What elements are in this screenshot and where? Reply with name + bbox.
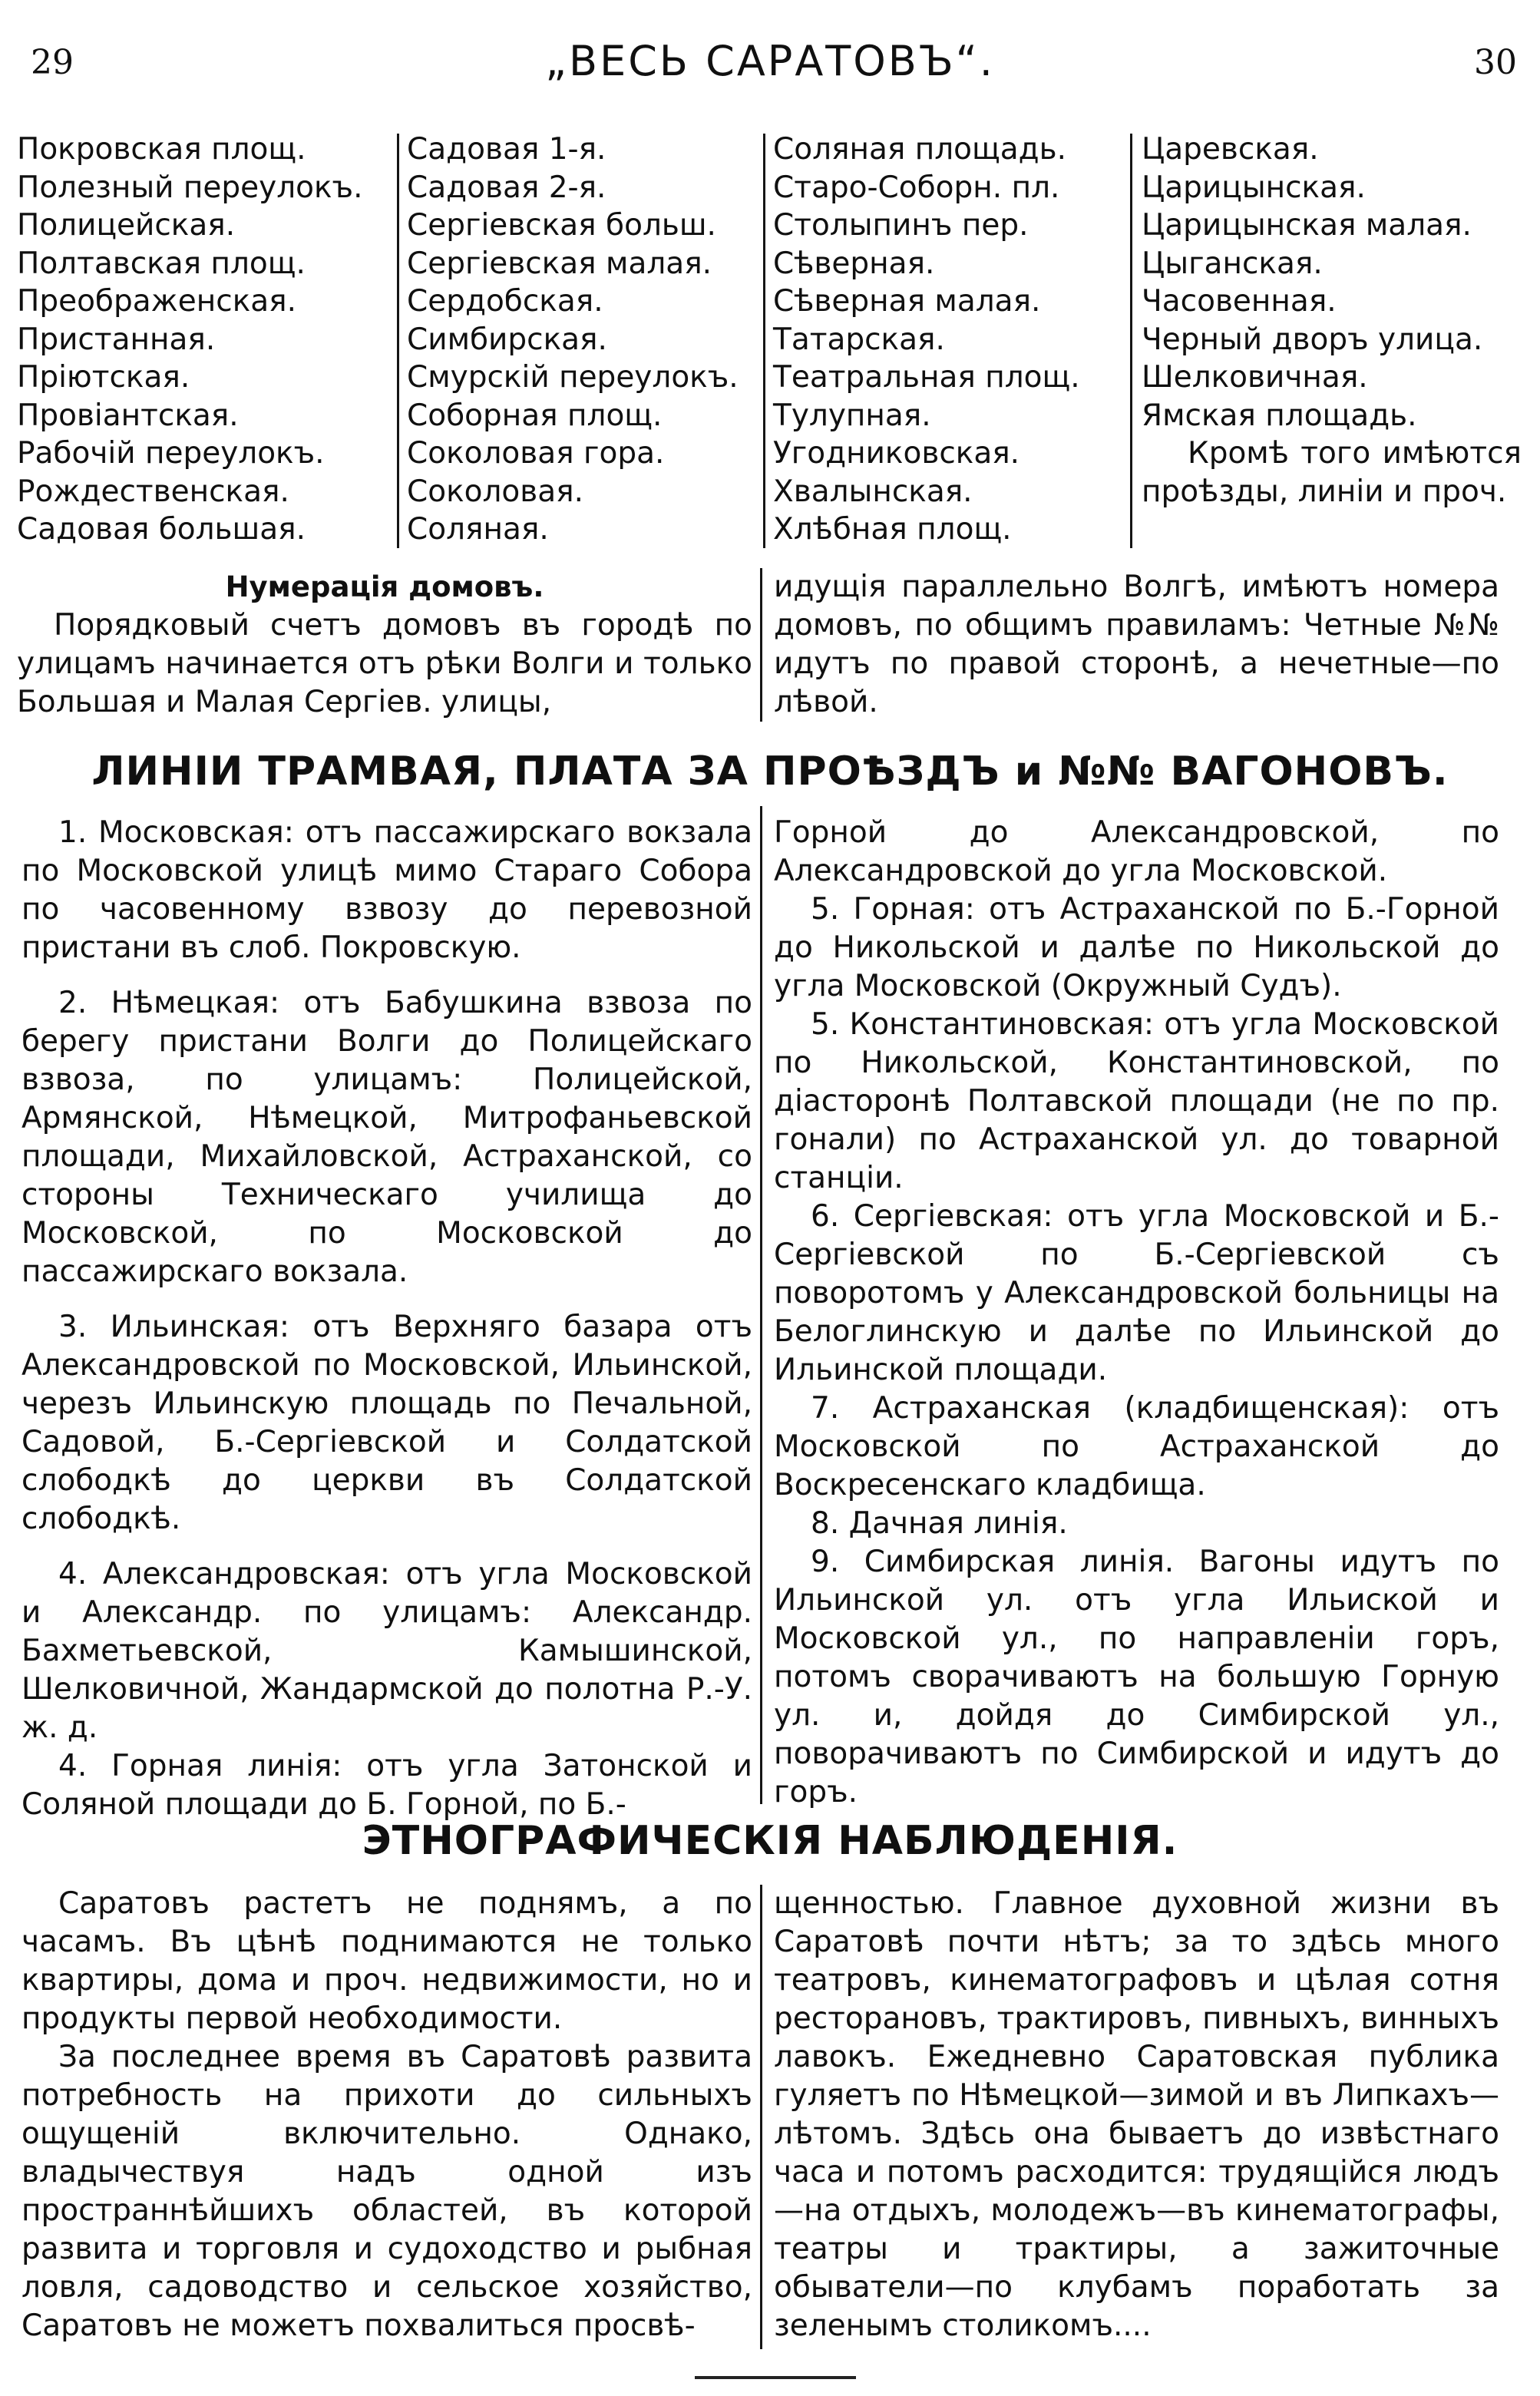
column-divider [397, 134, 399, 548]
page-number-left: 29 [31, 43, 74, 82]
street-item: Соколовая. [407, 474, 584, 509]
street-item: Соколовая гора. [407, 436, 665, 471]
tram-line-paragraph: 4. Горная линія: отъ угла Затонской и Соляной площади до Б. Горной, по Б.- [21, 1749, 752, 1822]
numbering-right-text: идущія параллельно Волгѣ, имѣютъ номера домовъ, по общимъ правиламъ: Четные №№ идутъ по правой сторонѣ, а нечетные—по лѣвой. [774, 570, 1499, 719]
street-item: Черный дворъ улица. [1142, 322, 1483, 357]
tram-line-paragraph: 7. Астраханская (кладбищенская): отъ Московской по Астраханской до Воскресенскаго кладбища. [774, 1391, 1499, 1502]
ethno-left-column [21, 1885, 752, 2345]
tram-line-paragraph: 8. Дачная линія. [811, 1506, 1068, 1541]
bottom-rule [695, 2376, 856, 2379]
street-item: Сергіевская малая. [407, 246, 712, 281]
street-item: Сергіевская больш. [407, 208, 716, 243]
street-list-note: Кромѣ того имѣются проѣзды, линіи и проч. [1142, 436, 1522, 509]
street-item: Покровская площ. [17, 132, 306, 167]
street-column-4 [1142, 131, 1522, 553]
street-item: Соляная площадь. [773, 132, 1067, 167]
ethno-paragraph: щенностью. Главное духовной жизни въ Саратовѣ почти нѣтъ; за то здѣсь много театровъ, кинематографовъ и цѣлая сотня ресторановъ, трактировъ, пивныхъ, винныхъ лавокъ. Ежедневно Саратовская публика гуляетъ по Нѣмецкой—зимой и въ Липкахъ—лѣтомъ. Здѣсь она бываетъ до извѣстнаго часа и потомъ расходится: трудящійся людъ—на отдыхъ, молодежъ—въ кинематографы, театры и трактиры, а зажиточные обыватели—по клубамъ поработать за зеленымъ столикомъ.... [774, 1886, 1499, 2343]
street-item: Царицынская. [1142, 170, 1366, 205]
street-column-2 [407, 131, 768, 553]
street-item: Тулупная. [773, 398, 931, 433]
page-number-right: 30 [1474, 43, 1517, 82]
tram-line-paragraph: 9. Симбирская линія. Вагоны идутъ по Ильинской ул. отъ угла Ильиской и Московской ул., по направленіи горъ, потомъ сворачиваютъ на большую Горную ул. и, дойдя до Симбирской ул., поворачиваютъ по Симбирской и идутъ до горъ. [774, 1545, 1499, 1809]
street-item: Сердобская. [407, 284, 603, 319]
column-divider [760, 806, 762, 1804]
street-item: Симбирская. [407, 322, 607, 357]
tram-line-paragraph: 6. Сергіевская: отъ угла Московской и Б.-Сергіевской по Б.-Сергіевской съ поворотомъ у Александровской больницы на Белоглинскую и далѣе по Ильинской до Ильинской площади. [774, 1199, 1499, 1387]
street-item: Сѣверная. [773, 246, 935, 281]
column-divider [763, 134, 765, 548]
street-column-3 [773, 131, 1134, 553]
tram-line-paragraph: 5. Константиновская: отъ угла Московской по Никольской, Константиновской, по діасторонѣ Полтавской площади (не по пр. гонали) по Астраханской ул. до товарной станціи. [774, 1007, 1499, 1195]
street-item: Пріютская. [17, 360, 190, 395]
numbering-left [17, 568, 752, 722]
street-item: Преображенская. [17, 284, 297, 319]
street-item: Царицынская малая. [1142, 208, 1472, 243]
tram-left-column [21, 814, 752, 1824]
street-item: Ямская площадь. [1142, 398, 1417, 433]
ethno-right-column [774, 1885, 1499, 2345]
street-item: Рабочій переулокъ. [17, 436, 325, 471]
page-header [0, 37, 1540, 98]
street-item: Хлѣбная площ. [773, 512, 1012, 547]
column-divider [760, 568, 762, 722]
street-item: Соляная. [407, 512, 549, 547]
column-divider [760, 1885, 762, 2349]
street-item: Столыпинъ пер. [773, 208, 1029, 243]
tram-line-paragraph: 3. Ильинская: отъ Верхняго базара отъ Александровской по Московской, Ильинской, черезъ Ильинскую площадь по Печальной, Садовой, Б.-Сергіевской и Солдатской слободкѣ до церкви въ Солдатской слободкѣ. [21, 1310, 752, 1536]
tram-right-column [774, 814, 1499, 1812]
street-item: Рождественская. [17, 474, 289, 509]
tram-section-heading: ЛИНІИ ТРАМВАЯ, ПЛАТА ЗА ПРОѢЗДЪ и №№ ВАГОНОВЪ. [91, 749, 1449, 795]
street-list [17, 131, 1522, 553]
street-item: Татарская. [773, 322, 945, 357]
street-item: Старо-Соборн. пл. [773, 170, 1060, 205]
street-item: Смурскій переулокъ. [407, 360, 739, 395]
street-item: Полезный переулокъ. [17, 170, 363, 205]
street-item: Хвалынская. [773, 474, 973, 509]
tram-line-paragraph: 1. Московская: отъ пассажирскаго вокзала по Московской улицѣ мимо Стараго Собора по часовенному взвозу до перевозной пристани въ слоб. Покровскую. [21, 815, 752, 965]
tram-line-paragraph: Горной до Александровской, по Александровской до угла Московской. [774, 815, 1499, 888]
street-item: Садовая 1-я. [407, 132, 606, 167]
street-item: Сѣверная малая. [773, 284, 1041, 319]
ethno-paragraph: За последнее время въ Саратовѣ развита потребность на прихоти до сильныхъ ощущеній включительно. Однако, владычествуя надъ одной изъ пространнѣйшихъ областей, въ которой развита и торговля и судоходство и рыбная ловля, садоводство и сельское хозяйство, Саратовъ не можетъ похвалиться просвѣ- [21, 2040, 752, 2343]
numbering-left-text: Порядковый счетъ домовъ въ городѣ по улицамъ начинается отъ рѣки Волги и только Большая и Малая Сергiев. улицы, [17, 608, 752, 719]
numbering-heading: Нумерація домовъ. [225, 570, 544, 603]
street-item: Пристанная. [17, 322, 216, 357]
ethno-section-heading: ЭТНОГРАФИЧЕСКІЯ НАБЛЮДЕНІЯ. [362, 1818, 1178, 1864]
street-item: Царевская. [1142, 132, 1319, 167]
street-item: Садовая большая. [17, 512, 306, 547]
street-item: Угодниковская. [773, 436, 1020, 471]
street-item: Провіантская. [17, 398, 239, 433]
tram-line-paragraph: 2. Нѣмецкая: отъ Бабушкина взвоза по берегу пристани Волги до Полицейскаго взвоза, по улицамъ: Полицейской, Армянской, Нѣмецкой, Митрофаньевской площади, Михайловской, Астраханской, со стороны Техническаго училища до Московской, по Московской до пассажирскаго вокзала. [21, 986, 752, 1289]
ethno-paragraph: Саратовъ растетъ не поднямъ, а по часамъ. Въ цѣнѣ поднимаются не только квартиры, дома и проч. недвижимости, но и продукты первой необходимости. [21, 1886, 752, 2036]
street-column-1 [17, 131, 393, 553]
tram-line-paragraph: 5. Горная: отъ Астраханской по Б.-Горной до Никольской и далѣе по Никольской до угла Московской (Окружный Судъ). [774, 892, 1499, 1003]
street-item: Цыганская. [1142, 246, 1323, 281]
street-item: Театральная площ. [773, 360, 1080, 395]
column-divider [1130, 134, 1132, 548]
street-item: Часовенная. [1142, 284, 1337, 319]
tram-line-paragraph: 4. Александровская: отъ угла Московской и Александр. по улицамъ: Александр. Бахметьевской, Камышинской, Шелковичной, Жандармской до полотна Р.-У. ж. д. [21, 1557, 752, 1745]
street-item: Соборная площ. [407, 398, 663, 433]
street-item: Шелковичная. [1142, 360, 1368, 395]
street-item: Полицейская. [17, 208, 236, 243]
numbering-right [774, 568, 1499, 722]
street-item: Садовая 2-я. [407, 170, 606, 205]
street-item: Полтавская площ. [17, 246, 306, 281]
page-title: „ВЕСЬ САРАТОВЪ“. [545, 37, 995, 85]
